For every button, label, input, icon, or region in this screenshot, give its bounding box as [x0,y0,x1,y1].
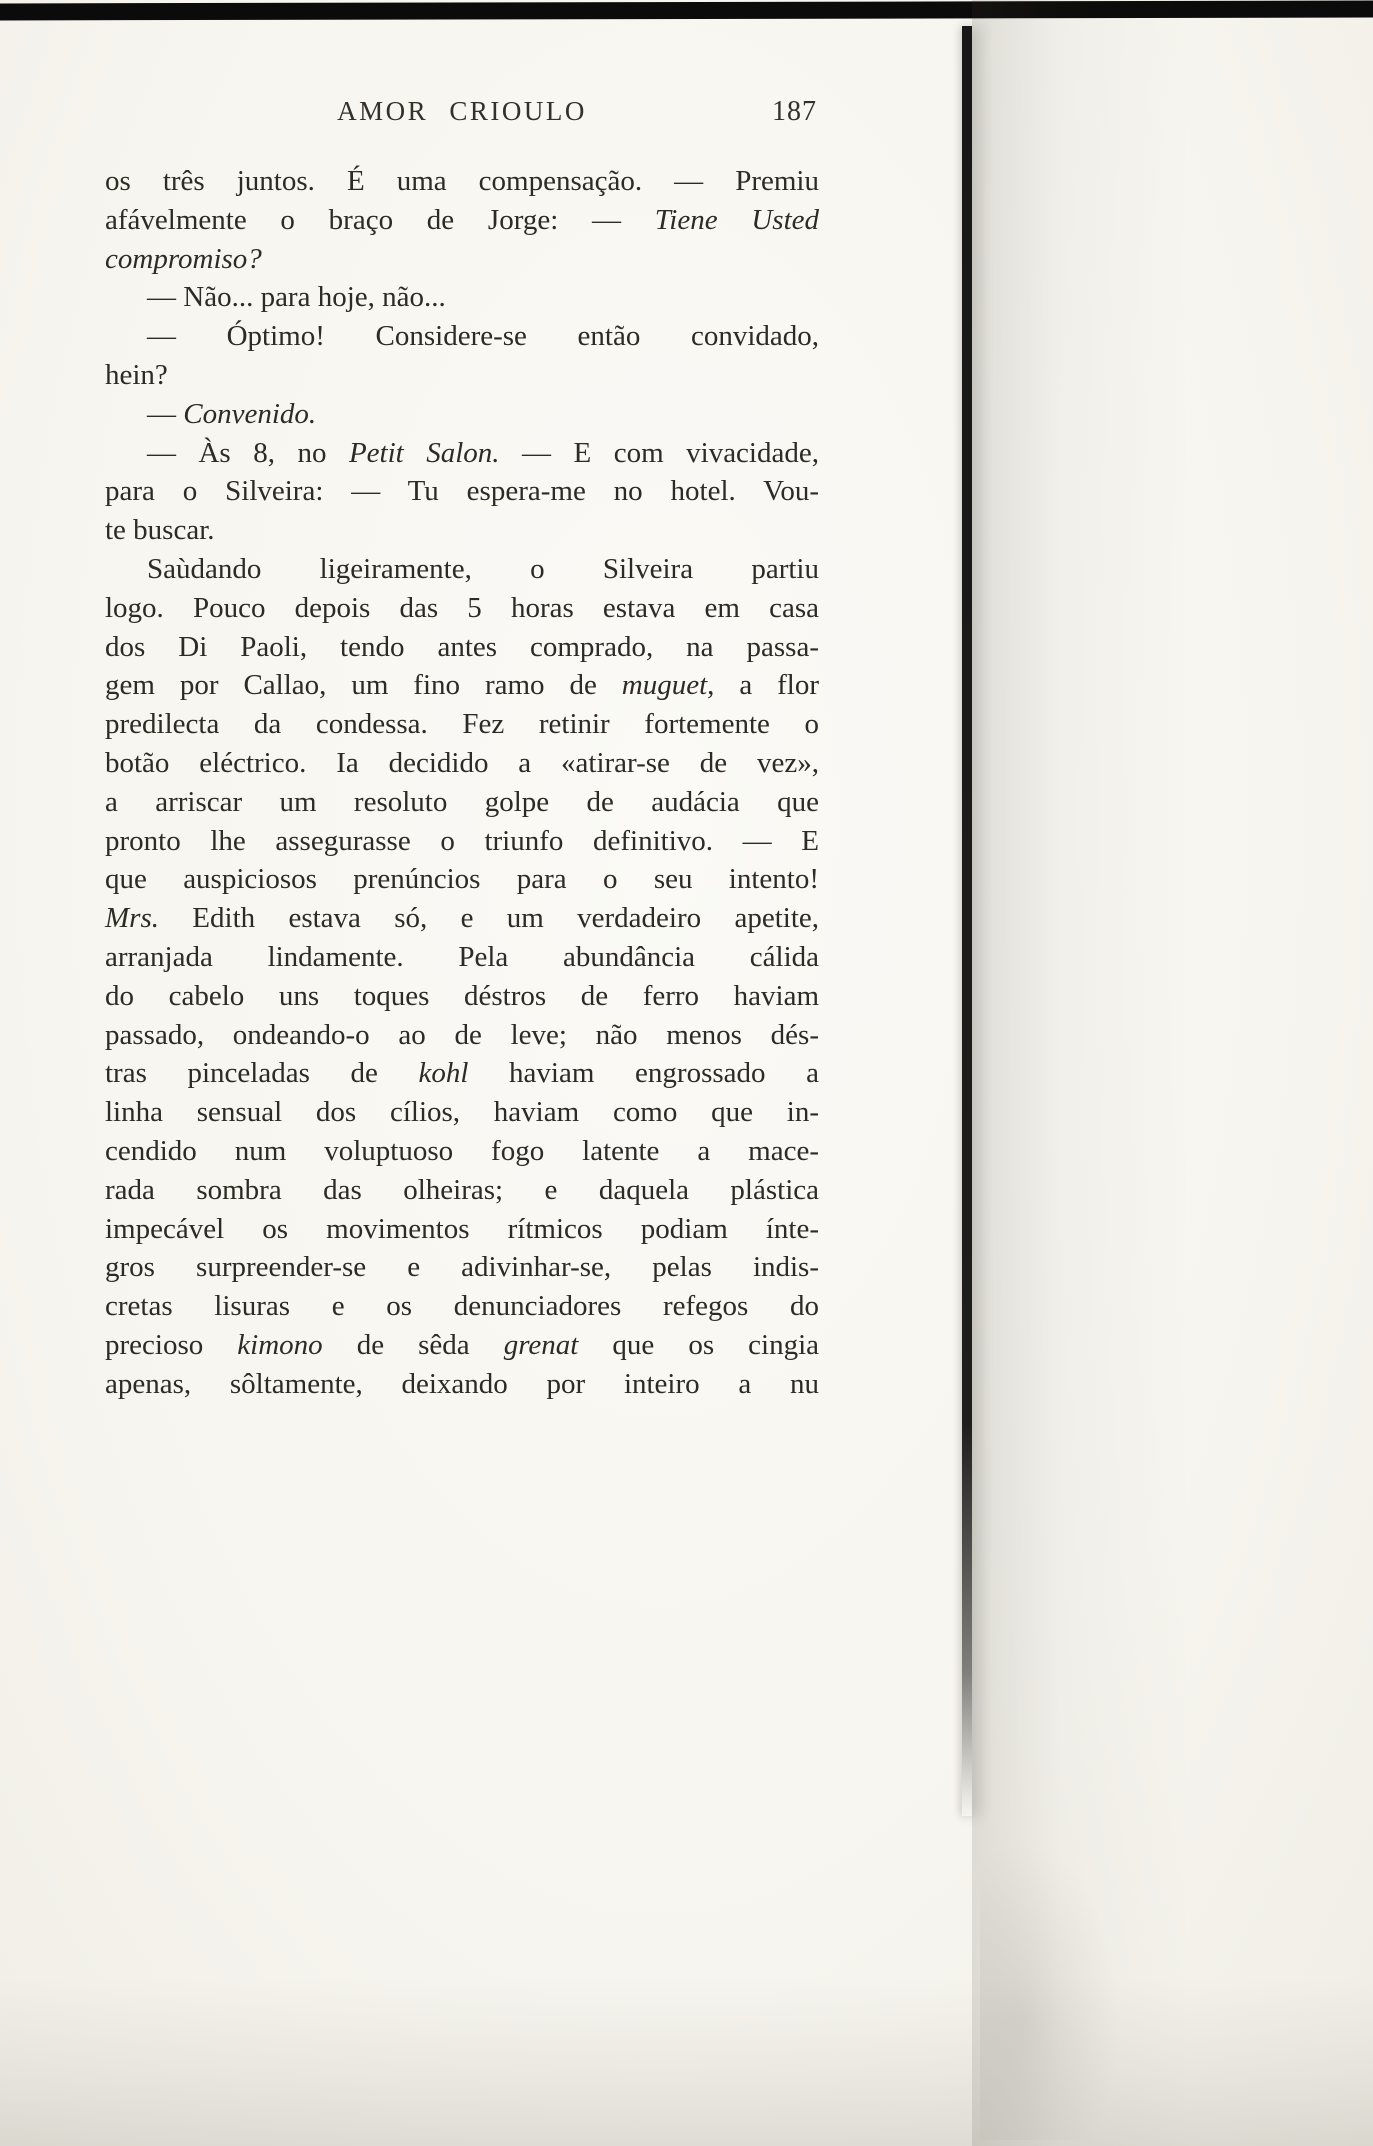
text-segment: Saùdando ligeiramente, o Silveira partiu [147,552,819,585]
text-segment: afávelmente o braço de Jorge: — [105,203,655,236]
text-segment: impecável os movimentos rítmicos podiam ínte- [105,1212,819,1245]
text-line [105,1132,819,1171]
text-line [105,511,819,550]
text-segment: que auspiciosos prenúncios para o seu intento! [105,863,819,896]
text-line [105,938,819,977]
text-segment: tras pinceladas de [105,1057,419,1090]
text-line [105,317,819,356]
text-segment: cretas lisuras e os denunciadores refegos do [105,1290,819,1323]
text-segment: apenas, sôltamente, deixando por inteiro a nu [105,1367,819,1400]
text-line [105,434,819,473]
text-line [105,744,819,783]
text-line [105,472,819,511]
text-segment: botão eléctrico. Ia decidido a «atirar-se de vez», [105,746,819,779]
binding-line [962,26,972,1816]
text-segment: os três juntos. É uma compensação. — Premiu [105,165,819,197]
text-line [105,977,819,1016]
text-segment: a arriscar um resoluto golpe de audácia que [105,785,819,818]
text-column [105,96,819,1404]
text-segment: linha sensual dos cílios, haviam como que in- [105,1096,819,1129]
text-line [105,822,819,861]
text-line [105,1248,819,1287]
text-segment: arranjada lindamente. Pela abundância cálida [105,940,819,973]
text-segment: predilecta da condessa. Fez retinir fortemente o [105,708,819,741]
text-segment: , a flor [707,669,820,702]
text-segment: gros surpreender-se e adivinhar-se, pelas indis- [105,1251,819,1284]
italic-text-segment: Mrs. [105,902,159,935]
text-line [105,783,819,822]
italic-text-segment: Petit Salon. [348,436,500,469]
text-line [105,899,819,938]
text-segment: dos Di Paoli, tendo antes comprado, na passa- [105,630,819,663]
italic-text-segment: Tiene Usted [654,203,819,236]
text-line [105,278,819,317]
text-line [105,395,819,434]
italic-text-segment: kohl [418,1057,469,1090]
text-segment: — [147,397,184,430]
italic-text-segment: kimono [237,1328,323,1361]
text-line [105,1326,819,1365]
text-line [105,860,819,899]
text-line [105,705,819,744]
text-line [105,201,819,240]
text-line [105,162,819,201]
text-segment: de sêda [322,1328,504,1361]
text-line [105,1054,819,1093]
text-line [105,1210,819,1249]
text-segment: te buscar. [105,514,215,547]
scan-bottom-shadow [0,1976,1373,2146]
text-line [105,550,819,589]
text-line [105,1171,819,1210]
text-segment: hein? [105,358,168,391]
running-head: AMOR CRIOULO [337,96,587,126]
italic-text-segment: Convenido. [183,397,317,430]
text-segment: logo. Pouco depois das 5 horas estava em casa [105,591,819,624]
text-line [105,589,819,628]
text-segment: passado, ondeando-o ao de leve; não menos dés- [105,1018,819,1051]
text-segment: que os cingia [578,1328,820,1361]
scan-gutter-shadow [972,0,1373,2146]
text-segment: cendido num voluptuoso fogo latente a mace- [105,1134,819,1167]
page-number: 187 [772,96,817,127]
text-line [105,1016,819,1055]
text-segment: haviam engrossado a [468,1057,819,1090]
italic-text-segment: compromiso? [105,242,262,275]
text-segment: — E com vivacidade, [499,436,819,469]
text-line [105,356,819,395]
italic-text-segment: muguet [621,669,708,702]
text-segment: — Às 8, no [147,436,349,469]
text-segment: — Óptimo! Considere-se então convidado, [147,320,819,353]
text-line [105,1365,819,1404]
text-segment: — Não... para hoje, não... [147,281,446,314]
text-line [105,240,819,279]
page-body [105,162,819,1404]
text-segment: precioso [105,1328,238,1361]
text-line [105,666,819,705]
text-segment: pronto lhe assegurasse o triunfo definitivo. — E [105,824,819,857]
text-line [105,1093,819,1132]
text-segment: Edith estava só, e um verdadeiro apetite, [158,902,819,935]
text-segment: rada sombra das olheiras; e daquela plástica [105,1173,819,1206]
text-line [105,628,819,667]
text-segment: gem por Callao, um fino ramo de [105,669,622,702]
text-line [105,1287,819,1326]
italic-text-segment: grenat [503,1328,579,1361]
text-segment: para o Silveira: — Tu espera-me no hotel. Vou- [105,475,819,508]
page-header [105,96,819,136]
text-segment: do cabelo uns toques déstros de ferro haviam [105,979,819,1012]
